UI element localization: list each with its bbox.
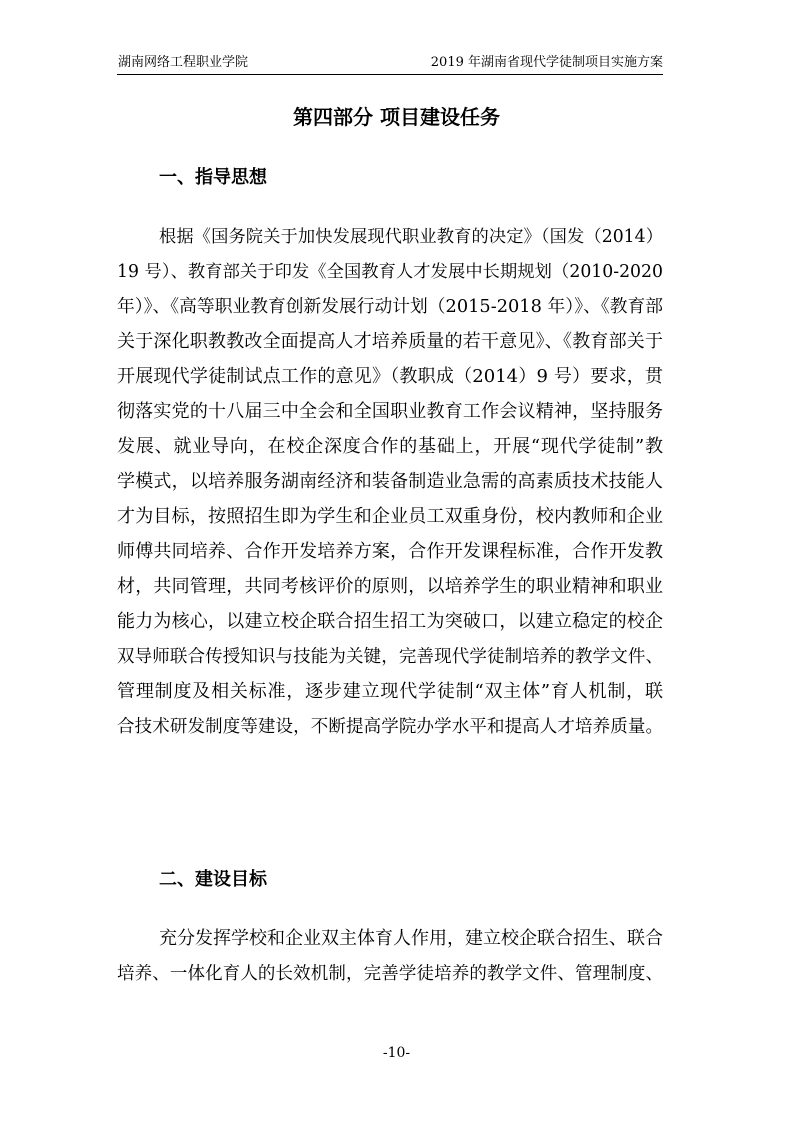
paragraph-line: 培养、一体化育人的长效机制，完善学徒培养的教学文件、管理制度、 <box>117 964 663 984</box>
paragraph-line: 关于深化职教教改全面提高人才培养质量的若干意见》、《教育部关于 <box>117 331 663 352</box>
header-institution: 湖南网络工程职业学院 <box>118 55 249 70</box>
heading-guiding-ideology: 一、指导思想 <box>159 167 267 188</box>
paragraph-line: 材，共同管理，共同考核评价的原则，以培养学生的职业精神和职业 <box>117 576 663 597</box>
paragraph-line: 双导师联合传授知识与技能为关键，完善现代学徒制培养的教学文件、 <box>117 647 663 667</box>
heading-construction-goals: 二、建设目标 <box>159 869 267 890</box>
paragraph-line: 19 号）、教育部关于印发《全国教育人才发展中长期规划（2010-2020 <box>117 262 663 282</box>
paragraph-line: 发展、就业导向，在校企深度合作的基础上，开展“现代学徒制”教 <box>117 436 663 457</box>
paragraph-line: 能力为核心，以建立校企联合招生招工为突破口，以建立稳定的校企 <box>117 611 663 632</box>
page-number: -10- <box>382 1045 411 1061</box>
paragraph-line: 年）》、《高等职业教育创新发展行动计划（2015-2018 年）》、《教育部 <box>117 297 663 317</box>
paragraph-line: 开展现代学徒制试点工作的意见》（教职成（2014）9 号）要求，贯 <box>117 366 663 387</box>
paragraph-line: 学模式，以培养服务湖南经济和装备制造业急需的高素质技术技能人 <box>117 471 663 492</box>
paragraph-line: 充分发挥学校和企业双主体育人作用，建立校企联合招生、联合 <box>159 928 663 949</box>
header-document-title: 2019 年湖南省现代学徒制项目实施方案 <box>430 55 663 70</box>
paragraph-line: 才为目标，按照招生即为学生和企业员工双重身份，校内教师和企业 <box>117 506 663 527</box>
paragraph-line: 合技术研发制度等建设，不断提高学院办学水平和提高人才培养质量。 <box>117 717 663 737</box>
paragraph-line: 师傅共同培养、合作开发培养方案，合作开发课程标准，合作开发教 <box>117 541 663 562</box>
paragraph-line: 根据《国务院关于加快发展现代职业教育的决定》（国发（2014） <box>159 227 663 247</box>
paragraph-line: 彻落实党的十八届三中全会和全国职业教育工作会议精神，坚持服务 <box>117 401 663 422</box>
page-header <box>117 52 663 75</box>
section-title: 第四部分 项目建设任务 <box>293 105 500 129</box>
paragraph-line: 管理制度及相关标准，逐步建立现代学徒制“双主体”育人机制，联 <box>117 681 663 702</box>
